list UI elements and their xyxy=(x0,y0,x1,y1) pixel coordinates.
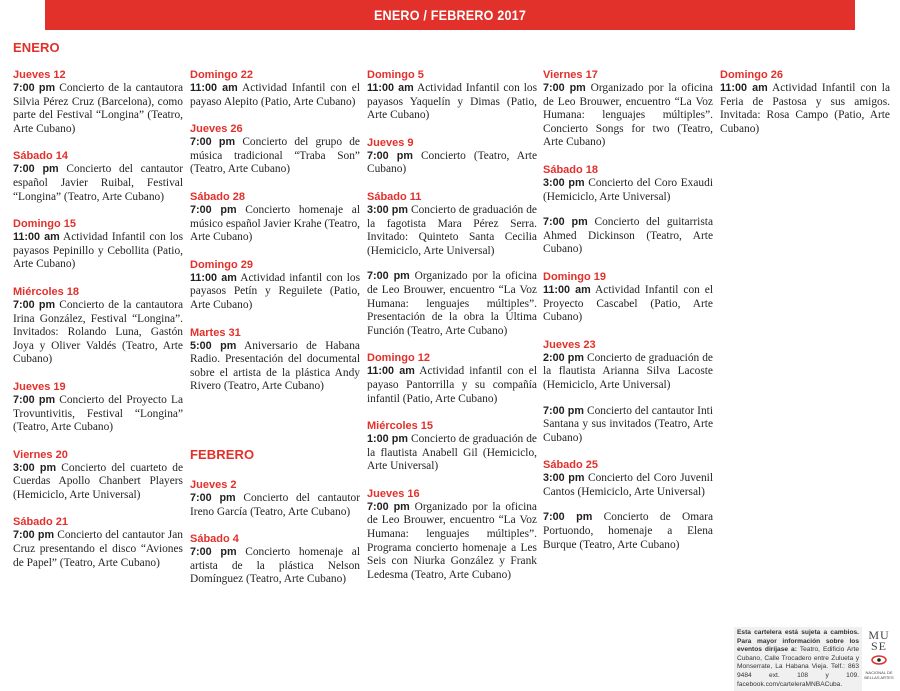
event-day: Miércoles 18 xyxy=(13,285,80,298)
event-entry xyxy=(543,405,713,446)
event-entry xyxy=(190,272,360,313)
event-entry xyxy=(367,204,537,258)
event-day: Sábado 14 xyxy=(13,150,69,163)
event-time: 11:00 am xyxy=(190,82,238,94)
event-day: Jueves 23 xyxy=(543,338,596,351)
event-time: 11:00 am xyxy=(543,283,591,296)
event-time: 7:00 pm xyxy=(13,393,56,406)
footer-note xyxy=(734,627,862,691)
event-time: 11:00 am xyxy=(190,271,237,284)
event-block xyxy=(367,487,537,583)
event-block xyxy=(190,258,360,313)
event-entry xyxy=(720,82,890,136)
event-description: Concierto del Coro Juvenil Cantos (Hemiciclo, Arte Universal) xyxy=(543,472,713,498)
event-day: Viernes 17 xyxy=(543,69,598,81)
event-block xyxy=(13,68,183,136)
event-description: Concierto de Omara Portuondo, homenaje a Elena Burque (Teatro, Arte Cubano) xyxy=(543,511,714,551)
logo-subtitle: NACIONAL DE BELLAS ARTES xyxy=(864,670,894,680)
event-day: Martes 31 xyxy=(190,326,241,339)
event-block xyxy=(13,285,183,367)
event-day: Domingo 29 xyxy=(190,258,253,271)
event-time: 2:00 pm xyxy=(543,351,584,364)
event-block xyxy=(543,270,713,325)
month-heading-enero: ENERO xyxy=(13,40,60,55)
calendar-column-1 xyxy=(13,68,183,583)
event-block xyxy=(13,515,183,570)
event-day: Domingo 12 xyxy=(367,352,430,365)
event-description: Actividad infantil con el payaso Pantorrilla y su compañía infantil (Patio, Arte Cubano) xyxy=(367,365,538,405)
event-description: Concierto del cantautor Inti Santana y sus invitados (Teatro, Arte Cubano) xyxy=(543,404,713,444)
event-block xyxy=(190,532,360,587)
event-entry xyxy=(190,340,360,394)
event-time: 11:00 am xyxy=(367,365,415,378)
event-entry xyxy=(190,136,360,177)
event-day: Sábado 25 xyxy=(543,459,599,472)
event-description: Organizado por la oficina de Leo Brouwer, encuentro “La Voz Humana: lenguajes múltiples”. Concierto Songs for two (Teatro, Arte Cubano) xyxy=(543,82,713,149)
event-time: 7:00 pm xyxy=(543,216,588,229)
event-time: 11:00 am xyxy=(720,82,768,94)
event-description: Organizado por la oficina de Leo Brouwer, encuentro “La Voz Humana: lenguajes múltiples”. Programa concierto homenaje a Les Seis con Niurka González y Frank Ledesma (Teatro, Arte Cubano) xyxy=(367,500,537,581)
event-description: Concierto del guitarrista Ahmed Dickinson (Teatro, Arte Cubano) xyxy=(543,216,713,256)
event-time: 7:00 pm xyxy=(13,298,56,311)
event-day: Domingo 5 xyxy=(367,69,424,81)
event-entry xyxy=(367,82,537,123)
calendar-column-5 xyxy=(720,68,890,149)
event-block xyxy=(190,68,360,109)
event-time: 7:00 pm xyxy=(190,492,236,504)
event-description: Aniversario de Habana Radio. Presentación del documental sobre el artista de la plástica Andy Rivero (Teatro, Arte Cubano) xyxy=(190,339,360,393)
event-description: Organizado por la oficina de Leo Brouwer, encuentro “La Voz Humana: lenguajes múltiples”. Presentación de la obra la Última Función (Teatro, Arte Cubano) xyxy=(367,270,537,337)
event-entry xyxy=(367,270,537,338)
event-time: 11:00 am xyxy=(13,231,60,244)
event-description: Actividad Infantil con los payasos Yaquelín y Dimas (Patio, Arte Cubano) xyxy=(367,82,538,122)
event-day: Jueves 12 xyxy=(13,69,66,81)
event-time: 3:00 pm xyxy=(13,461,57,474)
event-block xyxy=(13,448,183,503)
event-block xyxy=(543,458,713,552)
logo-line-2: SE xyxy=(870,639,887,653)
event-entry xyxy=(543,284,713,325)
event-block xyxy=(190,326,360,394)
event-day: Domingo 26 xyxy=(720,69,783,81)
event-entry xyxy=(13,163,183,204)
event-block xyxy=(190,122,360,177)
event-entry xyxy=(543,82,713,150)
event-time: 7:00 pm xyxy=(543,404,584,417)
event-entry xyxy=(543,216,713,257)
event-description: Concierto homenaje al artista de la plástica Nelson Domínguez (Teatro, Arte Cubano) xyxy=(190,546,360,586)
event-time: 7:00 pm xyxy=(543,82,586,94)
event-block xyxy=(543,338,713,446)
event-time: 11:00 am xyxy=(367,82,414,94)
event-day: Jueves 26 xyxy=(190,123,243,136)
event-entry xyxy=(367,365,537,406)
event-day: Miércoles 15 xyxy=(367,420,434,433)
event-block xyxy=(190,478,360,519)
event-block xyxy=(190,190,360,245)
event-description: Concierto del cuarteto de Cuerdas Apollo Chanbert Players (Hemiciclo, Arte Universal) xyxy=(13,461,184,501)
event-entry xyxy=(190,546,360,587)
event-time: 5:00 pm xyxy=(190,339,237,352)
event-description: Concierto homenaje al músico español Javier Krahe (Teatro, Arte Cubano) xyxy=(190,203,360,244)
event-entry xyxy=(190,82,360,109)
event-description: Concierto del cantautor Ireno García (Teatro, Arte Cubano) xyxy=(190,492,360,518)
event-time: 7:00 pm xyxy=(13,163,59,176)
footer-note-bold: Esta cartelera está sujeta a cambios. Para mayor información sobre los eventos diríjase a: xyxy=(737,629,859,654)
event-entry xyxy=(543,352,713,393)
page-title-banner xyxy=(45,0,855,30)
event-day: Sábado 28 xyxy=(190,190,246,203)
event-block xyxy=(13,217,183,272)
event-description: Concierto de la cantautora Irina González, Festival “Longina”. Invitados: Rolando Luna, Gastón Joya y Oliver Valdés (Teatro, Arte Cubano) xyxy=(13,298,183,366)
event-block xyxy=(367,190,537,338)
event-time: 7:00 pm xyxy=(190,546,237,559)
event-time: 7:00 pm xyxy=(190,203,237,216)
event-description: Concierto del cantautor Jan Cruz presentando el disco “Aviones de Papel” (Teatro, Arte Cubano) xyxy=(13,529,183,569)
event-description: Actividad Infantil con la Feria de Pastosa y sus amigos. Invitada: Rosa Campo (Patio, Arte Cubano) xyxy=(720,82,891,135)
event-block xyxy=(543,68,713,150)
event-time: 7:00 pm xyxy=(13,529,55,542)
logo-mark-icon xyxy=(869,655,889,665)
event-block xyxy=(543,163,713,257)
museum-logo xyxy=(862,630,896,680)
event-description: Concierto de graduación de la flautista Anabell Gil (Hemiciclo, Arte Universal) xyxy=(367,433,537,473)
event-day: Sábado 21 xyxy=(13,516,69,529)
event-day: Domingo 15 xyxy=(13,218,76,231)
calendar-column-2-febrero xyxy=(190,478,360,600)
event-block xyxy=(367,351,537,406)
page-title: ENERO / FEBRERO 2017 xyxy=(373,7,527,23)
event-day: Jueves 2 xyxy=(190,479,237,491)
calendar-column-4 xyxy=(543,68,713,565)
event-day: Sábado 11 xyxy=(367,190,422,203)
event-time: 7:00 pm xyxy=(367,149,413,162)
event-entry xyxy=(13,529,183,570)
event-entry xyxy=(190,492,360,519)
event-entry xyxy=(543,177,713,204)
event-entry xyxy=(190,204,360,245)
event-description: Concierto de graduación de la fagotista Mara Pérez Serra. Invitado: Quinteto Santa Cecilia (Hemiciclo, Arte Universal) xyxy=(367,203,537,257)
event-time: 7:00 pm xyxy=(367,500,410,513)
event-entry xyxy=(13,299,183,367)
event-description: Concierto (Teatro, Arte Cubano) xyxy=(367,149,538,176)
event-day: Jueves 19 xyxy=(13,380,66,393)
event-description: Actividad Infantil con el payaso Alepito (Patio, Arte Cubano) xyxy=(190,82,361,108)
event-block xyxy=(13,149,183,204)
event-block xyxy=(367,419,537,474)
event-block xyxy=(13,380,183,435)
event-day: Jueves 16 xyxy=(367,487,420,500)
event-block xyxy=(367,136,537,177)
event-time: 7:00 pm xyxy=(190,136,236,149)
event-entry xyxy=(543,472,713,499)
event-time: 7:00 pm xyxy=(13,82,56,94)
event-description: Concierto del cantautor español Javier Ruibal, Festival “Longina” (Teatro, Arte Cubano) xyxy=(13,163,183,203)
event-entry xyxy=(13,231,183,272)
event-description: Concierto del Proyecto La Trovuntivitis, Festival “Longina” (Teatro, Arte Cubano) xyxy=(13,393,183,434)
event-time: 3:00 pm xyxy=(543,472,585,485)
event-time: 7:00 pm xyxy=(543,511,593,524)
event-day: Domingo 22 xyxy=(190,69,253,81)
event-description: Actividad Infantil con el Proyecto Cascabel (Patio, Arte Cubano) xyxy=(543,283,714,324)
event-time: 7:00 pm xyxy=(367,270,410,283)
event-block xyxy=(367,68,537,123)
event-description: Concierto de graduación de la flautista Arianna Silva Lacoste (Hemiciclo, Arte Universal) xyxy=(543,351,713,391)
event-entry xyxy=(13,82,183,136)
calendar-column-3 xyxy=(367,68,537,595)
event-time: 3:00 pm xyxy=(367,203,408,216)
event-day: Sábado 4 xyxy=(190,533,239,546)
event-entry xyxy=(367,150,537,177)
event-entry xyxy=(367,501,537,583)
event-description: Actividad infantil con los payasos Petín y Reguilete (Patio, Arte Cubano) xyxy=(190,271,360,311)
event-day: Jueves 9 xyxy=(367,136,414,149)
event-description: Actividad Infantil con los payasos Pepinillo y Cebollita (Patio, Arte Cubano) xyxy=(13,231,184,271)
event-day: Viernes 20 xyxy=(13,448,68,461)
month-heading-febrero: FEBRERO xyxy=(190,447,255,462)
footer-note-text: Teatro, Edificio Arte Cubano, Calle Trocadero entre Zulueta y Monserrate, La Habana Vieja. Telf.: 863 9484 ext. 108 y 109. facebook.com/carteleraMNBACuba. xyxy=(737,646,859,688)
event-description: Concierto del Coro Exaudi (Hemiciclo, Arte Universal) xyxy=(543,176,713,203)
event-entry xyxy=(13,394,183,435)
logo-line-1: MU xyxy=(868,628,890,642)
event-day: Domingo 19 xyxy=(543,270,606,283)
event-block xyxy=(720,68,890,136)
event-description: Concierto de la cantautora Silvia Pérez Cruz (Barcelona), como parte del Festival “Longina” (Teatro, Arte Cubano) xyxy=(13,82,183,135)
event-entry xyxy=(367,433,537,474)
event-description: Concierto del grupo de música tradicional “Traba Son” (Teatro, Arte Cubano) xyxy=(190,136,360,176)
event-day: Sábado 18 xyxy=(543,163,599,176)
event-time: 3:00 pm xyxy=(543,176,585,189)
event-entry xyxy=(543,511,713,552)
event-entry xyxy=(13,462,183,503)
calendar-column-2 xyxy=(190,68,360,407)
event-time: 1:00 pm xyxy=(367,433,408,446)
